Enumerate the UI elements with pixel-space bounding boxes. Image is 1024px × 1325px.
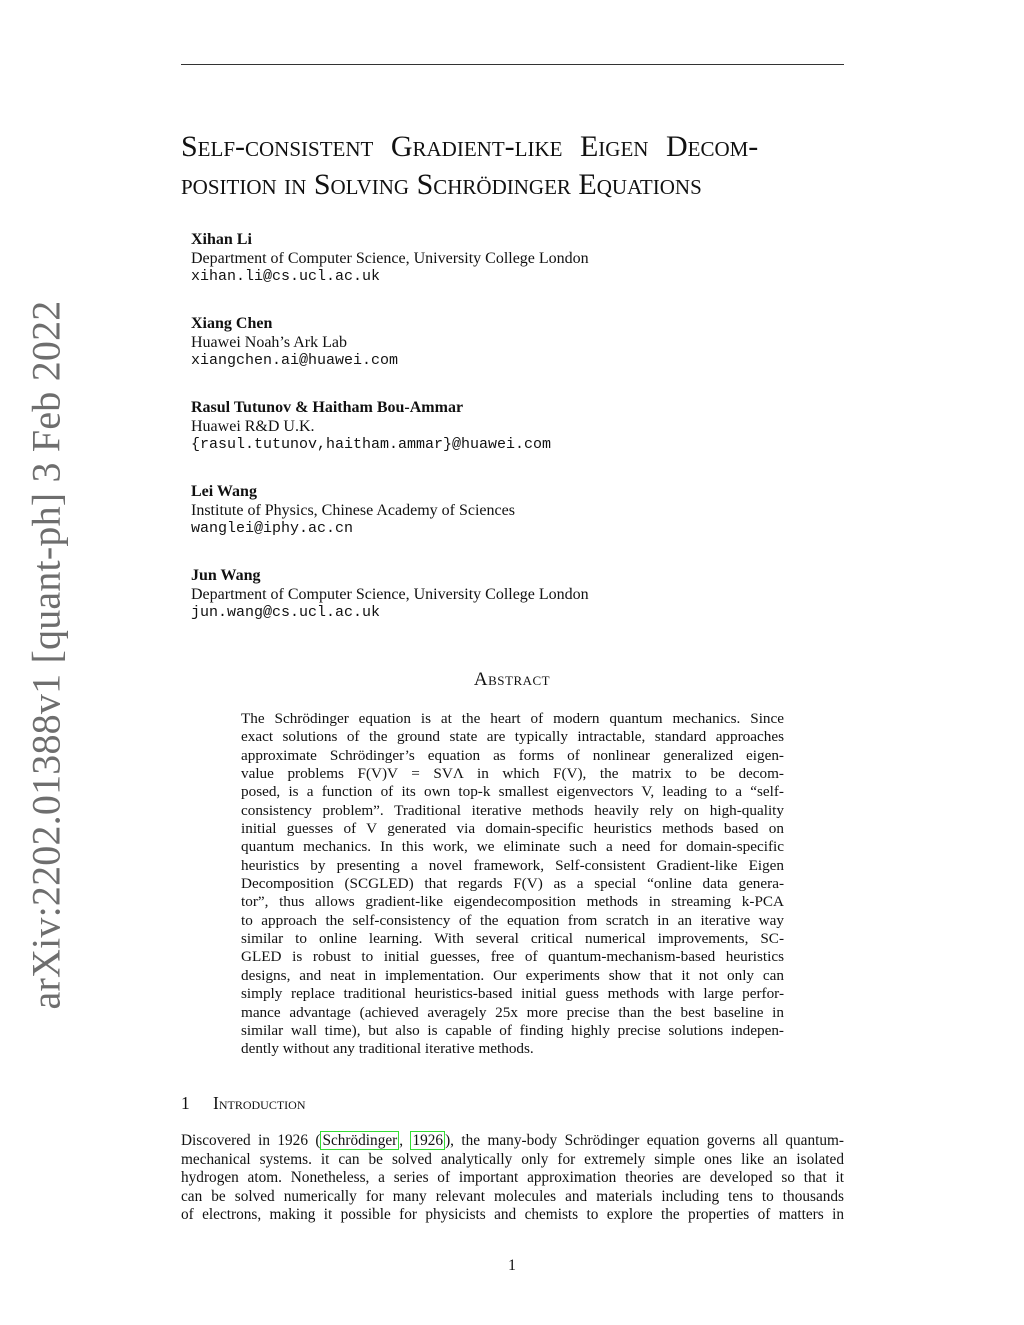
author-name: Lei Wang (191, 483, 257, 500)
abstract-line: Decomposition (SCGLED) that regards F(V) as a special “online data genera- (241, 875, 784, 893)
abstract-line: initial guesses of V generated via domain-specific heuristics methods based on (241, 820, 784, 838)
page-number: 1 (508, 1257, 516, 1274)
abstract-line: GLED is robust to initial guesses, free of quantum-mechanism-based heuristics (241, 948, 784, 966)
abstract-line: designs, and neat in implementation. Our experiments show that it not only can (241, 966, 784, 984)
abstract-line: exact solutions of the ground state are typically intractable, standard approaches (241, 728, 784, 746)
abstract-line: value problems F(V)V = SVΛ in which F(V), the matrix to be decom- (241, 765, 784, 783)
top-rule (181, 64, 844, 65)
abstract-line: heuristics by presenting a novel framework, Self-consistent Gradient-like Eigen (241, 856, 784, 874)
abstract-line: similar wall time), but also is capable of finding highly precise solutions indepen- (241, 1021, 784, 1039)
abstract-line: mance advantage (achieved averagely 25x more precise than the best baseline in (241, 1003, 784, 1021)
paper-title (181, 128, 861, 204)
abstract-line: approximate Schrödinger’s equation as forms of nonlinear generalized eigen- (241, 746, 784, 764)
arxiv-identifier: arXiv:2202.01388v1 [quant-ph] 3 Feb 2022 (23, 300, 69, 1010)
author-block (191, 567, 831, 623)
citation-link[interactable]: 1926 (412, 1132, 444, 1149)
introduction-body (181, 1132, 844, 1225)
abstract-line: quantum mechanics. In this work, we eliminate such a need for domain-specific (241, 838, 784, 856)
intro-line (181, 1132, 844, 1151)
author-name: Xihan Li (191, 231, 252, 248)
abstract-body (241, 710, 784, 1059)
abstract-line: dently without any traditional iterative methods. (241, 1040, 534, 1058)
author-email[interactable]: xihan.li@cs.ucl.ac.uk (191, 268, 381, 285)
author-block (191, 315, 831, 371)
title-line-1: Self-consistent Gradient-like Eigen Decom- (181, 130, 759, 163)
intro-line: can be solved numerically for many relevant molecules and materials including tens to thousands (181, 1187, 844, 1205)
abstract-line: posed, is a function of its own top-k smallest eigenvectors V, leading to a “self- (241, 783, 784, 801)
intro-line: mechanical systems. it can be solved analytically only for extremely simple ones like an isolated (181, 1150, 844, 1168)
abstract-heading: Abstract (473, 669, 551, 690)
author-block (191, 231, 831, 287)
abstract-line: The Schrödinger equation is at the heart of modern quantum mechanics. Since (241, 710, 784, 727)
section-number: 1 (181, 1093, 190, 1113)
author-affiliation: Huawei R&D U.K. (191, 417, 315, 435)
section-title: Introduction (213, 1093, 306, 1113)
author-affiliation: Department of Computer Science, University College London (191, 249, 589, 267)
author-email[interactable]: xiangchen.ai@huawei.com (191, 352, 399, 369)
author-affiliation: Institute of Physics, Chinese Academy of Sciences (191, 501, 515, 519)
author-name: Xiang Chen (191, 315, 273, 332)
abstract-line: simply replace traditional heuristics-based initial guess methods with large perfor- (241, 985, 784, 1003)
author-block (191, 483, 831, 539)
citation-link[interactable]: Schrödinger (322, 1132, 398, 1149)
author-email[interactable]: {rasul.tutunov,haitham.ammar}@huawei.com (191, 436, 552, 453)
title-line-2: position in Solving Schrödinger Equations (181, 168, 702, 201)
author-email[interactable]: jun.wang@cs.ucl.ac.uk (191, 604, 381, 621)
intro-text: ), the many-body Schrödinger equation governs all quantum- (445, 1132, 844, 1149)
abstract-line: consistency problem”. Traditional iterative methods heavily rely on high-quality (241, 801, 784, 819)
intro-line: of electrons, making it possible for physicists and chemists to explore the properties of matters in (181, 1206, 844, 1223)
intro-line: hydrogen atom. Nonetheless, a series of important approximation theories are developed so that it (181, 1169, 844, 1186)
author-name: Rasul Tutunov & Haitham Bou-Ammar (191, 399, 464, 416)
abstract-line: similar to online learning. With several critical numerical improvements, SC- (241, 930, 784, 948)
author-email[interactable]: wanglei@iphy.ac.cn (191, 520, 354, 537)
intro-text: Discovered in 1926 ( (181, 1132, 321, 1149)
intro-text: , (399, 1132, 411, 1149)
author-block (191, 399, 831, 455)
section-heading (181, 1093, 306, 1114)
author-affiliation: Department of Computer Science, University College London (191, 585, 589, 603)
abstract-line: tor”, thus allows gradient-like eigendecomposition methods in streaming k-PCA (241, 893, 784, 911)
abstract-line: to approach the self-consistency of the equation from scratch in an iterative way (241, 911, 784, 929)
author-name: Jun Wang (191, 567, 261, 584)
author-affiliation: Huawei Noah’s Ark Lab (191, 333, 347, 351)
